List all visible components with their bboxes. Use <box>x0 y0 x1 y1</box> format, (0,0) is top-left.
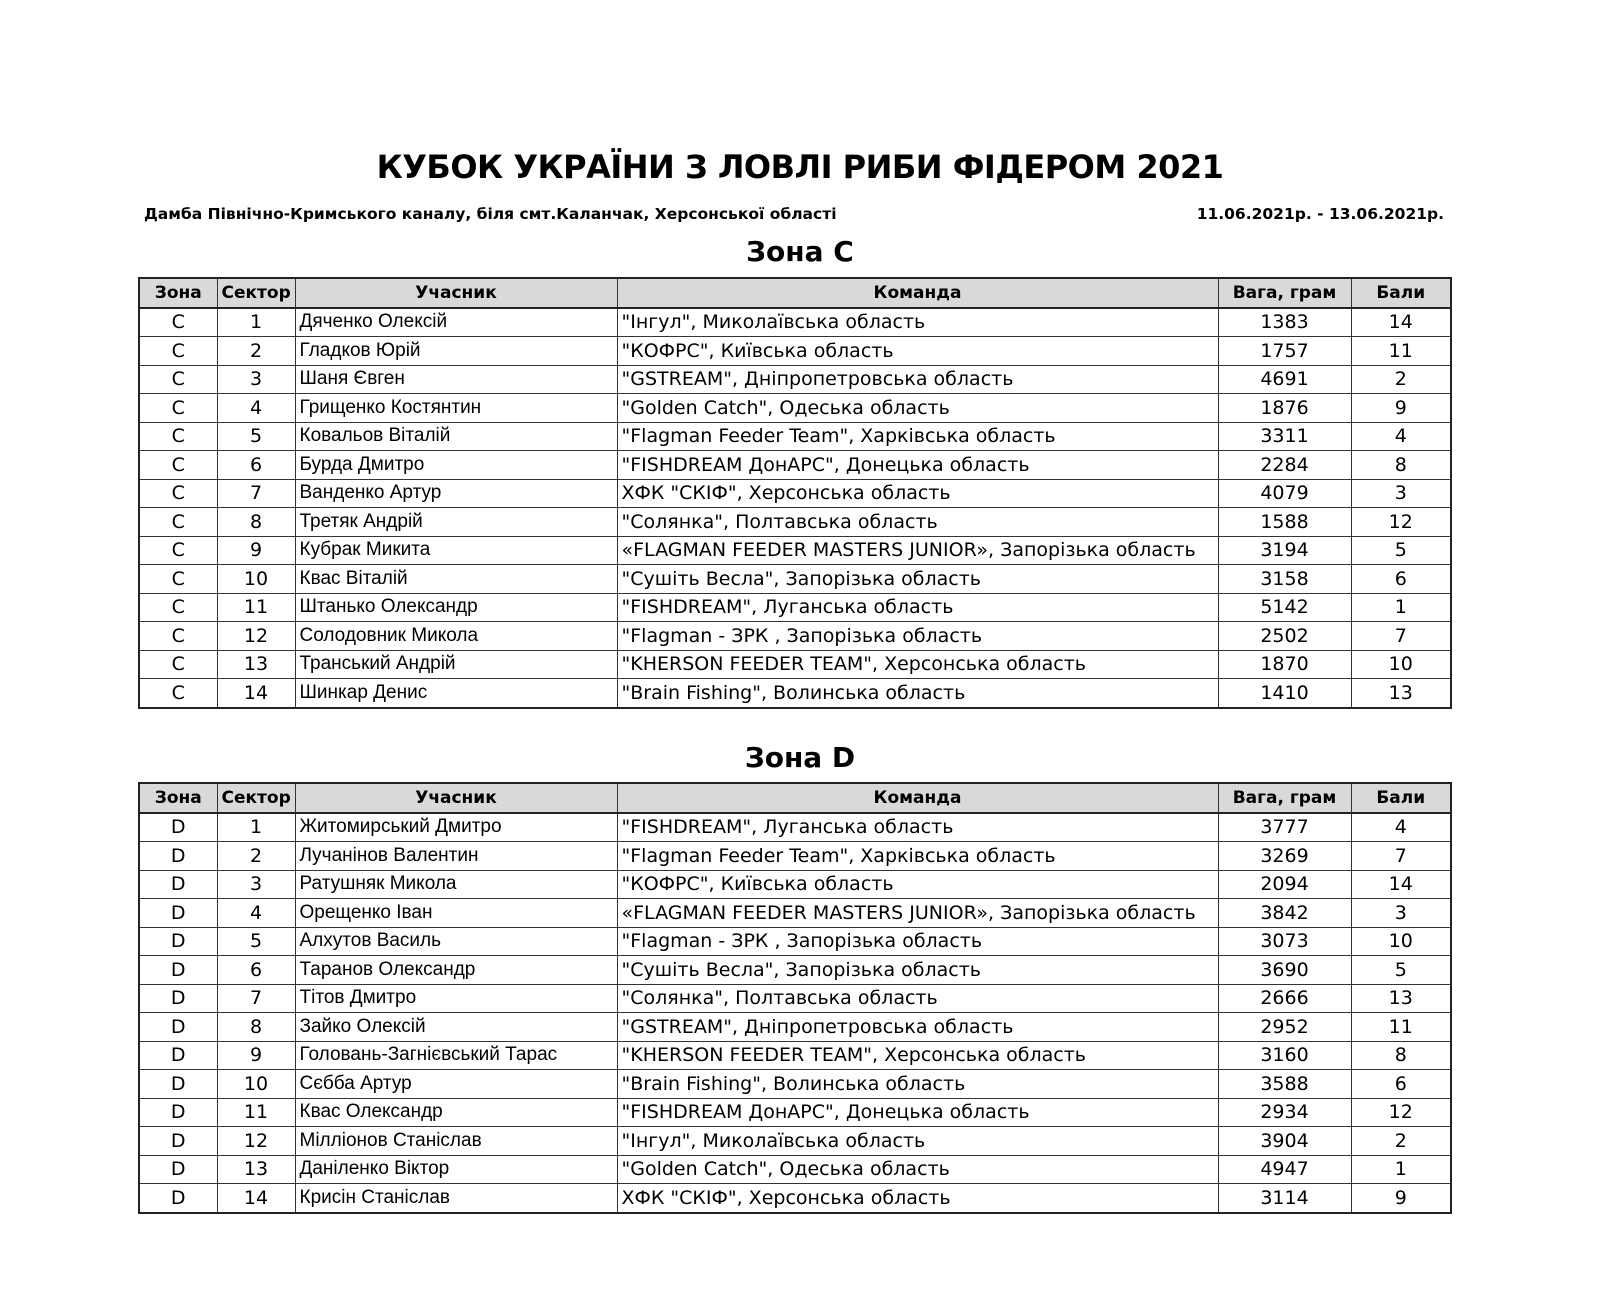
cell-sector: 5 <box>217 422 295 451</box>
document-title: КУБОК УКРАЇНИ З ЛОВЛІ РИБИ ФІДЕРОМ 2021 <box>376 148 1224 186</box>
cell-points: 3 <box>1351 479 1451 508</box>
cell-zone: D <box>139 1013 217 1042</box>
cell-zone: С <box>139 308 217 337</box>
table-row <box>139 622 1451 651</box>
cell-participant: Сєбба Артур <box>295 1070 617 1099</box>
cell-weight: 3777 <box>1218 813 1351 842</box>
cell-sector: 2 <box>217 842 295 871</box>
cell-points: 8 <box>1351 1041 1451 1070</box>
cell-weight: 3160 <box>1218 1041 1351 1070</box>
cell-team: "Flagman Feeder Team", Харківська область <box>617 422 1218 451</box>
cell-team: ХФК "СКІФ", Херсонська область <box>617 479 1218 508</box>
cell-weight: 2934 <box>1218 1098 1351 1127</box>
cell-points: 5 <box>1351 956 1451 985</box>
cell-team: "Flagman - ЗРК , Запорізька область <box>617 622 1218 651</box>
cell-weight: 2094 <box>1218 870 1351 899</box>
cell-sector: 11 <box>217 1098 295 1127</box>
cell-zone: D <box>139 956 217 985</box>
table-row <box>139 1127 1451 1156</box>
cell-weight: 1383 <box>1218 308 1351 337</box>
table-row <box>139 565 1451 594</box>
cell-sector: 1 <box>217 813 295 842</box>
cell-participant: Орещенко Іван <box>295 899 617 928</box>
cell-sector: 13 <box>217 1155 295 1184</box>
event-dates: 11.06.2021р. - 13.06.2021р. <box>1196 205 1444 223</box>
cell-team: "Flagman - ЗРК , Запорізька область <box>617 927 1218 956</box>
cell-weight: 1757 <box>1218 337 1351 366</box>
cell-team: "КОФРС", Київська область <box>617 337 1218 366</box>
cell-zone: С <box>139 622 217 651</box>
header-team: Команда <box>617 278 1218 308</box>
cell-points: 1 <box>1351 593 1451 622</box>
header-weight: Вага, грам <box>1218 783 1351 813</box>
cell-zone: D <box>139 1184 217 1213</box>
cell-participant: Ратушняк Микола <box>295 870 617 899</box>
cell-weight: 2284 <box>1218 451 1351 480</box>
cell-sector: 7 <box>217 984 295 1013</box>
zone-c-results-table <box>138 277 1452 709</box>
cell-sector: 10 <box>217 565 295 594</box>
cell-zone: D <box>139 1041 217 1070</box>
cell-participant: Зайко Олексій <box>295 1013 617 1042</box>
cell-points: 13 <box>1351 679 1451 708</box>
table-row <box>139 956 1451 985</box>
table-row <box>139 1013 1451 1042</box>
table-row <box>139 536 1451 565</box>
cell-sector: 6 <box>217 956 295 985</box>
cell-participant: Алхутов Василь <box>295 927 617 956</box>
header-zone: Зона <box>139 278 217 308</box>
cell-team: ХФК "СКІФ", Херсонська область <box>617 1184 1218 1213</box>
cell-sector: 11 <box>217 593 295 622</box>
cell-weight: 1410 <box>1218 679 1351 708</box>
cell-participant: Ковальов Віталій <box>295 422 617 451</box>
header-points: Бали <box>1351 783 1451 813</box>
cell-points: 1 <box>1351 1155 1451 1184</box>
cell-participant: Крисін Станіслав <box>295 1184 617 1213</box>
cell-sector: 10 <box>217 1070 295 1099</box>
cell-participant: Тітов Дмитро <box>295 984 617 1013</box>
cell-participant: Гладков Юрій <box>295 337 617 366</box>
cell-points: 12 <box>1351 1098 1451 1127</box>
cell-points: 7 <box>1351 842 1451 871</box>
cell-points: 14 <box>1351 870 1451 899</box>
cell-points: 11 <box>1351 1013 1451 1042</box>
table-row <box>139 927 1451 956</box>
table-row <box>139 899 1451 928</box>
cell-zone: С <box>139 365 217 394</box>
cell-participant: Дяченко Олексій <box>295 308 617 337</box>
header-participant: Учасник <box>295 783 617 813</box>
cell-team: "KHERSON FEEDER TEAM", Херсонська область <box>617 650 1218 679</box>
cell-team: "Golden Catch", Одеська область <box>617 394 1218 423</box>
table-row <box>139 422 1451 451</box>
header-zone: Зона <box>139 783 217 813</box>
cell-participant: Кубрак Микита <box>295 536 617 565</box>
cell-weight: 3269 <box>1218 842 1351 871</box>
cell-points: 2 <box>1351 1127 1451 1156</box>
cell-sector: 3 <box>217 870 295 899</box>
cell-participant: Солодовник Микола <box>295 622 617 651</box>
cell-zone: D <box>139 927 217 956</box>
cell-participant: Квас Віталій <box>295 565 617 594</box>
zone-d-results-table <box>138 782 1452 1214</box>
cell-zone: D <box>139 842 217 871</box>
cell-team: "GSTREAM", Дніпропетровська область <box>617 365 1218 394</box>
cell-team: "KHERSON FEEDER TEAM", Херсонська область <box>617 1041 1218 1070</box>
cell-sector: 7 <box>217 479 295 508</box>
cell-participant: Третяк Андрій <box>295 508 617 537</box>
cell-zone: С <box>139 650 217 679</box>
cell-zone: С <box>139 565 217 594</box>
cell-sector: 6 <box>217 451 295 480</box>
cell-sector: 4 <box>217 899 295 928</box>
cell-points: 7 <box>1351 622 1451 651</box>
cell-weight: 3842 <box>1218 899 1351 928</box>
cell-team: "Brain Fishing", Волинська область <box>617 679 1218 708</box>
zone-c-title: Зона С <box>746 235 854 268</box>
cell-points: 11 <box>1351 337 1451 366</box>
event-location: Дамба Північно-Кримського каналу, біля смт.Каланчак, Херсонської області <box>144 205 837 223</box>
cell-zone: D <box>139 1098 217 1127</box>
cell-zone: С <box>139 337 217 366</box>
cell-participant: Лучанінов Валентин <box>295 842 617 871</box>
cell-points: 2 <box>1351 365 1451 394</box>
cell-points: 12 <box>1351 508 1451 537</box>
cell-sector: 5 <box>217 927 295 956</box>
cell-participant: Таранов Олександр <box>295 956 617 985</box>
cell-participant: Шинкар Денис <box>295 679 617 708</box>
cell-points: 8 <box>1351 451 1451 480</box>
cell-sector: 2 <box>217 337 295 366</box>
cell-sector: 13 <box>217 650 295 679</box>
header-sector: Сектор <box>217 278 295 308</box>
cell-points: 5 <box>1351 536 1451 565</box>
cell-points: 10 <box>1351 927 1451 956</box>
header-participant: Учасник <box>295 278 617 308</box>
cell-weight: 1588 <box>1218 508 1351 537</box>
cell-weight: 3073 <box>1218 927 1351 956</box>
cell-participant: Головань-Загнієвський Тарас <box>295 1041 617 1070</box>
cell-zone: С <box>139 679 217 708</box>
cell-weight: 2952 <box>1218 1013 1351 1042</box>
cell-participant: Транський Андрій <box>295 650 617 679</box>
cell-zone: D <box>139 1155 217 1184</box>
cell-team: «FLAGMAN FEEDER MASTERS JUNIOR», Запорізька область <box>617 899 1218 928</box>
cell-zone: С <box>139 508 217 537</box>
cell-weight: 1870 <box>1218 650 1351 679</box>
cell-team: "Flagman Feeder Team", Харківська область <box>617 842 1218 871</box>
table-row <box>139 1098 1451 1127</box>
cell-points: 6 <box>1351 565 1451 594</box>
cell-weight: 3904 <box>1218 1127 1351 1156</box>
header-points: Бали <box>1351 278 1451 308</box>
header-sector: Сектор <box>217 783 295 813</box>
cell-participant: Мілліонов Станіслав <box>295 1127 617 1156</box>
table-row <box>139 1184 1451 1213</box>
cell-zone: С <box>139 451 217 480</box>
cell-team: "FISHDREAM ДонАРС", Донецька область <box>617 1098 1218 1127</box>
table-header-row <box>139 278 1451 308</box>
cell-zone: С <box>139 422 217 451</box>
cell-team: "Brain Fishing", Волинська область <box>617 1070 1218 1099</box>
cell-points: 9 <box>1351 1184 1451 1213</box>
table-row <box>139 679 1451 708</box>
cell-weight: 3194 <box>1218 536 1351 565</box>
cell-team: "FISHDREAM", Луганська область <box>617 813 1218 842</box>
cell-zone: D <box>139 870 217 899</box>
header-weight: Вага, грам <box>1218 278 1351 308</box>
cell-sector: 8 <box>217 1013 295 1042</box>
cell-weight: 4947 <box>1218 1155 1351 1184</box>
cell-points: 6 <box>1351 1070 1451 1099</box>
cell-weight: 3311 <box>1218 422 1351 451</box>
table-row <box>139 1041 1451 1070</box>
header-team: Команда <box>617 783 1218 813</box>
cell-team: "Солянка", Полтавська область <box>617 508 1218 537</box>
cell-zone: С <box>139 593 217 622</box>
cell-weight: 2666 <box>1218 984 1351 1013</box>
cell-zone: D <box>139 899 217 928</box>
cell-sector: 4 <box>217 394 295 423</box>
table-row <box>139 650 1451 679</box>
cell-sector: 3 <box>217 365 295 394</box>
table-row <box>139 451 1451 480</box>
cell-team: "Інгул", Миколаївська область <box>617 308 1218 337</box>
table-row <box>139 308 1451 337</box>
cell-participant: Квас Олександр <box>295 1098 617 1127</box>
cell-participant: Бурда Дмитро <box>295 451 617 480</box>
zone-c-rows <box>139 308 1451 708</box>
cell-sector: 12 <box>217 622 295 651</box>
table-row <box>139 1070 1451 1099</box>
cell-team: "FISHDREAM ДонАРС", Донецька область <box>617 451 1218 480</box>
cell-participant: Ванденко Артур <box>295 479 617 508</box>
table-row <box>139 984 1451 1013</box>
cell-weight: 2502 <box>1218 622 1351 651</box>
cell-participant: Житомирський Дмитро <box>295 813 617 842</box>
cell-zone: D <box>139 813 217 842</box>
zone-d-rows <box>139 813 1451 1213</box>
cell-zone: С <box>139 394 217 423</box>
table-row <box>139 1155 1451 1184</box>
cell-team: "FISHDREAM", Луганська область <box>617 593 1218 622</box>
cell-team: "GSTREAM", Дніпропетровська область <box>617 1013 1218 1042</box>
table-row <box>139 842 1451 871</box>
cell-weight: 3588 <box>1218 1070 1351 1099</box>
cell-zone: D <box>139 984 217 1013</box>
cell-zone: D <box>139 1070 217 1099</box>
cell-participant: Штанько Олександр <box>295 593 617 622</box>
cell-team: "Інгул", Миколаївська область <box>617 1127 1218 1156</box>
cell-team: "Golden Catch", Одеська область <box>617 1155 1218 1184</box>
cell-points: 3 <box>1351 899 1451 928</box>
table-row <box>139 508 1451 537</box>
cell-points: 13 <box>1351 984 1451 1013</box>
cell-sector: 8 <box>217 508 295 537</box>
zone-d-title: Зона D <box>744 741 856 774</box>
cell-weight: 5142 <box>1218 593 1351 622</box>
cell-zone: С <box>139 536 217 565</box>
table-row <box>139 337 1451 366</box>
cell-team: "Сушіть Весла", Запорізька область <box>617 956 1218 985</box>
cell-points: 4 <box>1351 422 1451 451</box>
cell-team: «FLAGMAN FEEDER MASTERS JUNIOR», Запорізька область <box>617 536 1218 565</box>
table-row <box>139 870 1451 899</box>
cell-sector: 12 <box>217 1127 295 1156</box>
cell-weight: 3114 <box>1218 1184 1351 1213</box>
cell-participant: Даніленко Віктор <box>295 1155 617 1184</box>
table-row <box>139 593 1451 622</box>
cell-participant: Грищенко Костянтин <box>295 394 617 423</box>
cell-points: 14 <box>1351 308 1451 337</box>
table-row <box>139 813 1451 842</box>
cell-weight: 4079 <box>1218 479 1351 508</box>
cell-weight: 1876 <box>1218 394 1351 423</box>
cell-zone: D <box>139 1127 217 1156</box>
cell-team: "Солянка", Полтавська область <box>617 984 1218 1013</box>
table-row <box>139 394 1451 423</box>
cell-participant: Шаня Євген <box>295 365 617 394</box>
cell-zone: С <box>139 479 217 508</box>
cell-points: 4 <box>1351 813 1451 842</box>
cell-team: "КОФРС", Київська область <box>617 870 1218 899</box>
cell-sector: 9 <box>217 1041 295 1070</box>
table-row <box>139 365 1451 394</box>
cell-sector: 1 <box>217 308 295 337</box>
cell-weight: 4691 <box>1218 365 1351 394</box>
cell-points: 10 <box>1351 650 1451 679</box>
table-row <box>139 479 1451 508</box>
cell-sector: 14 <box>217 1184 295 1213</box>
cell-weight: 3158 <box>1218 565 1351 594</box>
cell-weight: 3690 <box>1218 956 1351 985</box>
cell-team: "Сушіть Весла", Запорізька область <box>617 565 1218 594</box>
table-header-row <box>139 783 1451 813</box>
cell-sector: 14 <box>217 679 295 708</box>
cell-points: 9 <box>1351 394 1451 423</box>
cell-sector: 9 <box>217 536 295 565</box>
